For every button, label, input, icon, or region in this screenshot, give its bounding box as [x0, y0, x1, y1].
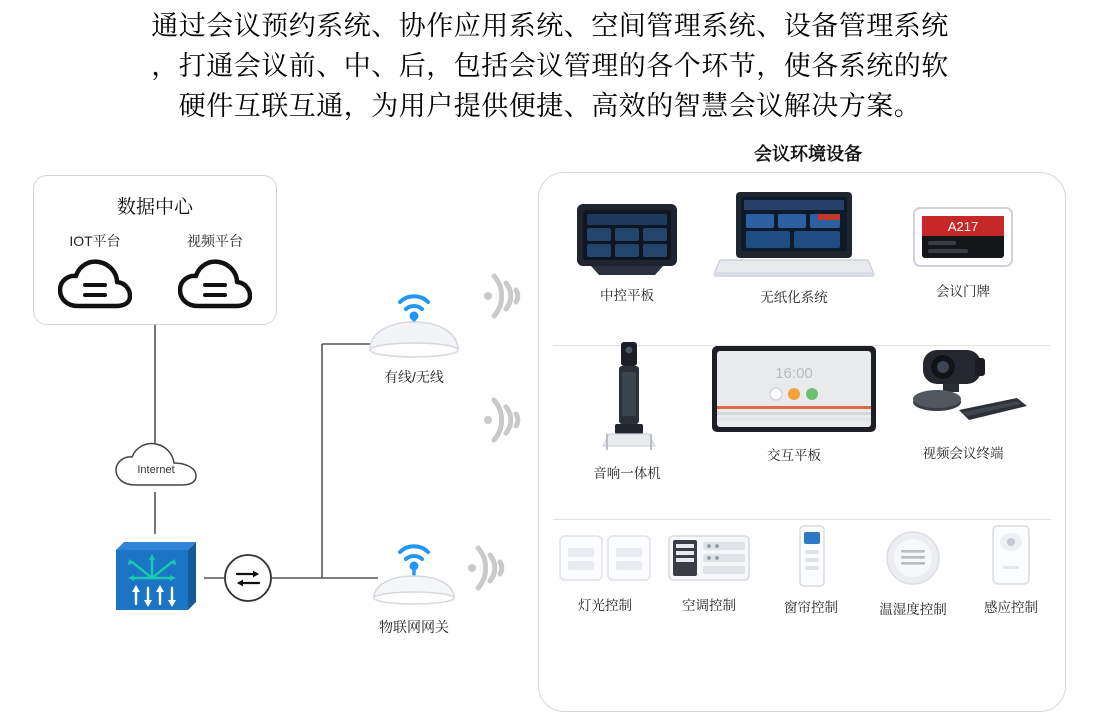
cloud-icon — [178, 257, 252, 313]
control-tablet-icon — [552, 200, 702, 278]
iot-gateway-icon — [352, 530, 476, 608]
door-sign-icon — [888, 200, 1038, 274]
wifi-signal-icon — [464, 540, 518, 601]
ac-controller-icon — [650, 528, 768, 588]
internet-cloud — [113, 440, 199, 494]
device-caption: 空调控制 — [682, 598, 736, 613]
network-switch-icon — [108, 532, 204, 618]
video-conference-terminal-icon — [888, 340, 1038, 436]
device-caption: 灯光控制 — [578, 598, 632, 613]
device-control-tablet — [552, 200, 702, 304]
access-point-wireless — [352, 280, 476, 387]
device-caption: 感应控制 — [984, 600, 1038, 615]
data-center-title: 数据中心 — [116, 197, 193, 218]
intro-paragraph — [18, 6, 1082, 126]
curtain-controller-icon — [752, 522, 870, 590]
audio-allinone-icon — [552, 338, 702, 456]
device-light-switch — [546, 528, 664, 614]
divider — [553, 519, 1051, 520]
device-door-sign — [888, 200, 1038, 300]
access-point-wireless-label: 有线/无线 — [384, 369, 444, 385]
device-ac-controller — [650, 528, 768, 614]
device-paperless-system — [706, 188, 882, 306]
device-interactive-panel — [706, 342, 882, 464]
access-point-iot-label: 物联网网关 — [379, 619, 449, 635]
wireless-ap-icon — [352, 280, 476, 358]
door-sign-screen-text: A217 — [947, 219, 979, 234]
motion-sensor-icon — [952, 522, 1070, 590]
data-exchange-icon — [222, 552, 274, 604]
cloud-icon — [58, 257, 132, 313]
intro-line-1: 通过会议预约系统、协作应用系统、空间管理系统、设备管理系统 — [151, 11, 949, 41]
device-motion-sensor — [952, 522, 1070, 616]
platform-iot-label: IOT平台 — [69, 233, 121, 249]
room-panel-title: 会议环境设备 — [754, 144, 862, 164]
platform-iot — [40, 231, 150, 313]
light-switch-icon — [546, 528, 664, 588]
data-center-card — [33, 175, 277, 325]
wifi-signal-icon — [480, 268, 534, 329]
device-curtain-controller — [752, 522, 870, 616]
device-caption: 会议门牌 — [936, 284, 990, 299]
access-point-iot — [352, 530, 476, 637]
interactive-panel-screen-text: 16:00 — [775, 365, 813, 382]
platform-video-label: 视频平台 — [187, 233, 243, 249]
internet-label: Internet — [137, 464, 175, 476]
platform-video — [160, 231, 270, 313]
interactive-panel-icon — [706, 342, 882, 438]
architecture-diagram — [0, 140, 1100, 721]
device-video-conference-terminal — [888, 340, 1038, 462]
device-caption: 音响一体机 — [593, 466, 661, 481]
device-caption: 交互平板 — [767, 448, 821, 463]
intro-line-3: 硬件互联互通，为用户提供便捷、高效的智慧会议解决方案。 — [178, 91, 922, 121]
device-caption: 视频会议终端 — [922, 446, 1004, 461]
device-caption: 中控平板 — [600, 288, 654, 303]
device-audio-allinone — [552, 338, 702, 482]
intro-line-2: ，打通会议前、中、后，包括会议管理的各个环节，使各系统的软 — [151, 51, 949, 81]
wifi-signal-icon — [480, 392, 534, 453]
device-caption: 无纸化系统 — [760, 290, 828, 305]
device-caption: 温湿度控制 — [879, 602, 947, 617]
paperless-system-icon — [706, 188, 882, 280]
device-caption: 窗帘控制 — [784, 600, 838, 615]
